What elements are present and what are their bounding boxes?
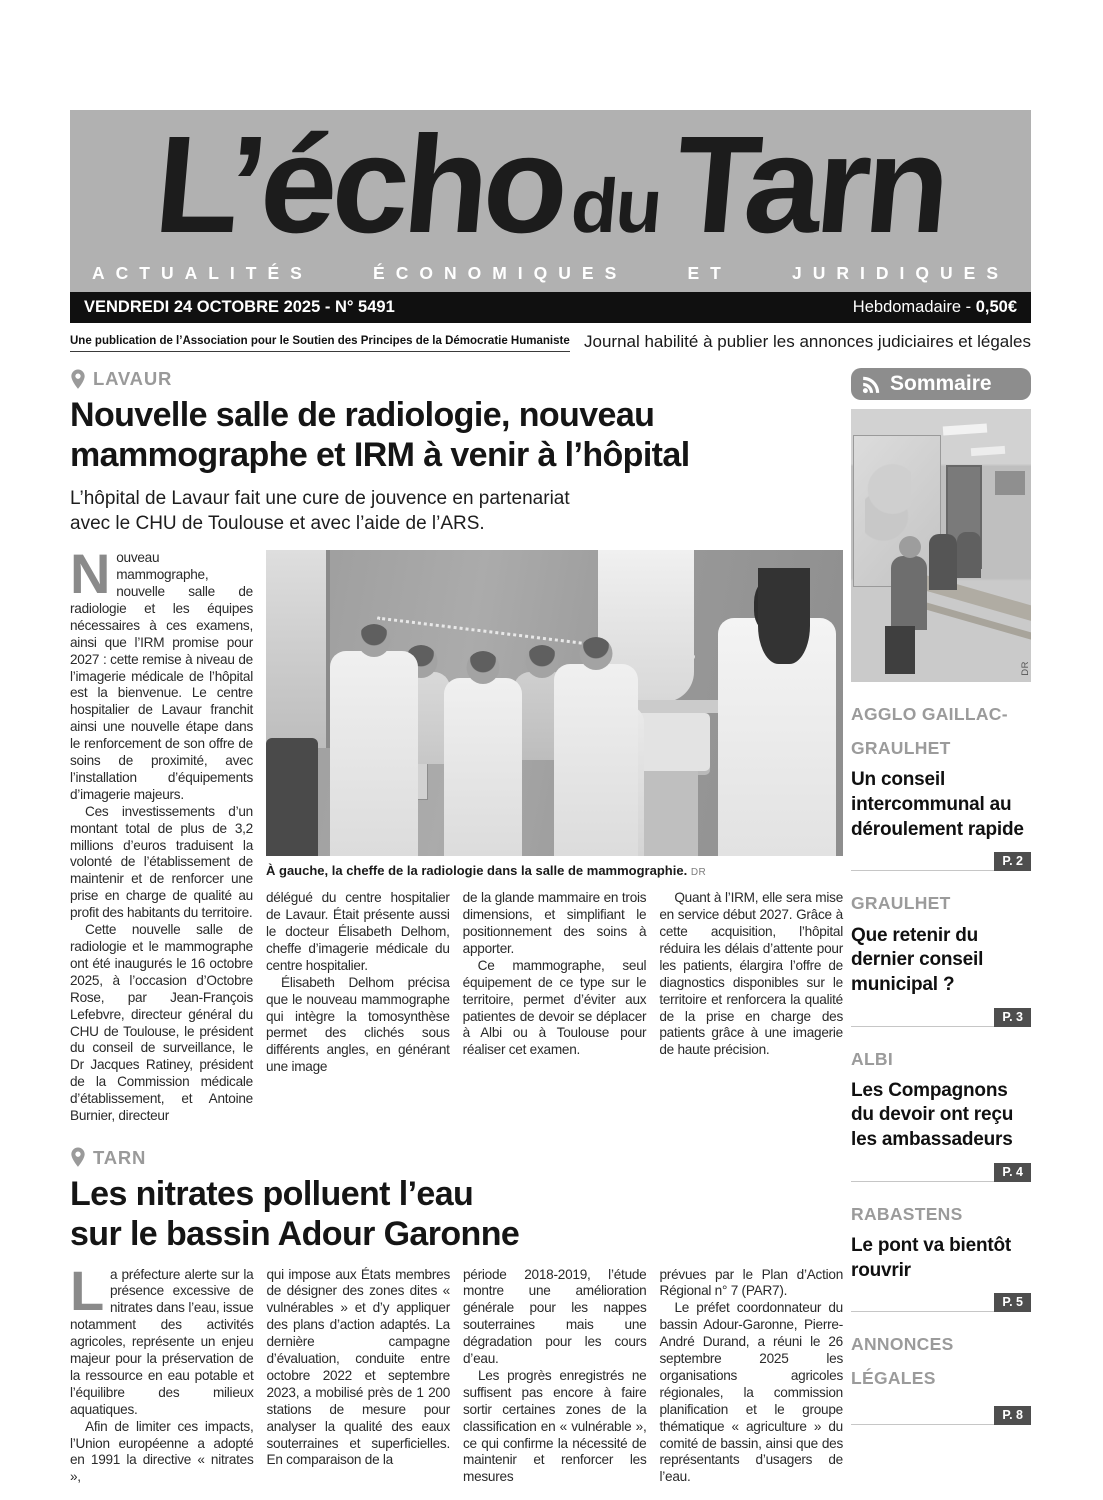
article1-paragraph: Ces investissements d’un montant total de plus de 3,2 millions d’euros traduisent la volonté de l’établissement de maintenir et de renforcer une prise en charge de qualité au profit des habitants du territoire. bbox=[70, 803, 253, 921]
sub-bar bbox=[70, 332, 1031, 352]
article1-paragraph: Quant à l’IRM, elle sera mise en service début 2027. Grâce à cette acquisition, l’hôpital réduira les délais d’attente pour les patients, élargira l’offre de diagnostics disponibles sur le territoire et renforcera la qualité de la prise en charge des patients grâce à une imagerie de haute précision. bbox=[659, 890, 843, 1058]
sommaire-header bbox=[851, 368, 1031, 400]
article1-columns-2-4 bbox=[266, 890, 843, 1076]
photo-shape bbox=[929, 534, 957, 590]
drop-cap: L bbox=[70, 1258, 104, 1322]
caption-text: À gauche, la cheffe de la radiologie dans la salle de mammographie. bbox=[266, 863, 688, 879]
legal-line: Journal habilité à publier les annonces judiciaires et légales bbox=[584, 332, 1031, 352]
article1-headline bbox=[70, 396, 843, 476]
page-badge: P. 2 bbox=[994, 852, 1031, 871]
periodicity: Hebdomadaire - bbox=[852, 298, 976, 317]
date-bar bbox=[70, 292, 1031, 323]
drop-cap: N bbox=[70, 542, 111, 606]
article1-standfirst-line2: avec le CHU de Toulouse et avec l’aide de l’ARS. bbox=[70, 512, 485, 534]
article1-standfirst bbox=[70, 486, 843, 537]
sommaire-item-location: AGGLO GAILLAC-GRAULHET bbox=[851, 704, 1008, 759]
article2-paragraph bbox=[70, 1258, 254, 1419]
divider-line bbox=[851, 1026, 994, 1027]
price-line bbox=[853, 298, 1017, 317]
paragraph-text: a préfecture alerte sur la présence excessive de nitrates dans l’eau, issue notamment des activités agricoles, représente un enjeu majeur pour la préservation de la ressource en eau potable et l’équilibre des milieux aquatiques. bbox=[70, 1266, 254, 1417]
sommaire-item-title: Les Compagnons du devoir ont reçu les ambassadeurs bbox=[851, 1079, 1014, 1151]
photo-shape bbox=[885, 626, 915, 674]
newspaper-title bbox=[80, 108, 1020, 262]
sommaire-title: Sommaire bbox=[890, 372, 992, 396]
photo-shape bbox=[444, 678, 522, 856]
article1-body bbox=[70, 542, 843, 1125]
photo-shape bbox=[554, 664, 638, 856]
article1-photo-caption bbox=[266, 863, 843, 878]
photo-shape bbox=[638, 771, 698, 856]
article-lavaur bbox=[70, 368, 843, 1125]
sommaire-item-title: Le pont va bientôt rouvrir bbox=[851, 1234, 1012, 1281]
article1-column-2 bbox=[266, 890, 450, 1076]
masthead-tagline: ACTUALITÉS ÉCONOMIQUES ET JURIDIQUES bbox=[92, 263, 1009, 284]
photo-shape bbox=[957, 532, 981, 578]
sommaire-page-row bbox=[851, 1406, 1031, 1425]
article2-body bbox=[70, 1258, 843, 1487]
sommaire-photo bbox=[851, 409, 1031, 682]
sommaire-item-title: Un conseil intercommunal au déroulement rapide bbox=[851, 769, 1024, 840]
page-content bbox=[70, 368, 1031, 1486]
paragraph-text: ouveau mammographe, nouvelle salle de radiologie et les équipes nécessaires à ces examens, ainsi que l’IRM promise pour 2027 : cette remise à niveau de l’imagerie médicale de l’hôpital est la bienvenue. Le centre hospitalier de Lavaur franchit ainsi une nouvelle étape dans le renforcement de son offre de soins de proximité, avec l’installation d’équipements d’imagerie majeurs. bbox=[70, 550, 253, 802]
article1-headline-line2: mammographe et IRM à venir à l’hôpital bbox=[70, 435, 690, 474]
page-badge: P. 8 bbox=[994, 1406, 1031, 1425]
article2-paragraph: Afin de limiter ces impacts, l’Union européenne a adopté en 1991 la directive « nitrates », bbox=[70, 1418, 254, 1485]
article1-column-4 bbox=[659, 890, 843, 1076]
photo-shape bbox=[943, 424, 988, 436]
divider-line bbox=[851, 870, 994, 871]
title-part-1: L’écho bbox=[149, 108, 571, 262]
divider-line bbox=[851, 1311, 994, 1312]
photo-shape bbox=[758, 568, 810, 664]
sommaire-item bbox=[851, 697, 1031, 871]
sommaire-item-location: GRAULHET bbox=[851, 893, 951, 914]
photo-shape bbox=[266, 550, 330, 748]
article1-standfirst-line1: L’hôpital de Lavaur fait une cure de jouvence en partenariat bbox=[70, 487, 570, 509]
article-tarn bbox=[70, 1147, 843, 1486]
article1-paragraph bbox=[70, 542, 253, 804]
photo-shape bbox=[891, 556, 927, 630]
photo-shape bbox=[330, 651, 418, 856]
photo-shape bbox=[971, 446, 1005, 456]
newspaper-front-page bbox=[70, 110, 1031, 1486]
photo-shape bbox=[995, 471, 1025, 495]
page-badge: P. 5 bbox=[994, 1293, 1031, 1312]
sommaire-page-row bbox=[851, 1293, 1031, 1312]
issue-date: VENDREDI 24 OCTOBRE 2025 - N° 5491 bbox=[84, 298, 395, 317]
sommaire-item bbox=[851, 1042, 1031, 1182]
title-part-2: du bbox=[567, 164, 664, 249]
article2-paragraph: qui impose aux États membres de désigner des zones dites « vulnérables » et d’y appliquer des plans d’action adaptés. La dernière campagne d’évaluation, conduite entre octobre 2022 et septembre 2023, a mobilisé près de 1 200 stations de mesure pour analyser la qualité des eaux souterraines et superficielles. En comparaison de la bbox=[266, 1266, 450, 1468]
title-part-3: Tarn bbox=[669, 108, 952, 262]
article2-headline-line1: Les nitrates polluent l’eau bbox=[70, 1174, 474, 1213]
article1-paragraph: Ce mammographe, seul équipement de ce type sur le territoire, permet d’éviter aux patientes de devoir se déplacer à Albi ou à Toulouse pour réaliser cet examen. bbox=[462, 957, 647, 1058]
sommaire-item-location: ALBI bbox=[851, 1048, 894, 1069]
article1-photo bbox=[266, 550, 843, 856]
article1-kicker bbox=[70, 368, 843, 390]
sommaire-list bbox=[851, 697, 1031, 1424]
photo-credit: DR bbox=[690, 867, 707, 879]
sommaire-sidebar bbox=[851, 368, 1031, 1486]
publisher-line: Une publication de l’Association pour le Soutien des Principes de la Démocratie Humaniste bbox=[70, 335, 570, 352]
article2-column-3 bbox=[463, 1267, 647, 1487]
sommaire-item-title: Que retenir du dernier conseil municipal ? bbox=[851, 924, 984, 995]
map-pin-icon bbox=[70, 369, 86, 390]
article2-column-4 bbox=[660, 1267, 844, 1487]
article2-paragraph: Les progrès enregistrés ne suffisent pas encore à faire sortir certaines zones de la classification en « vulnérable », ce qui confirme la nécessité de maintenir et renforcer les mesures bbox=[463, 1367, 647, 1485]
sommaire-item bbox=[851, 1197, 1031, 1313]
divider-line bbox=[851, 1424, 994, 1425]
page-badge: P. 4 bbox=[994, 1163, 1031, 1182]
photo-credit: DR bbox=[1020, 661, 1031, 677]
article2-headline bbox=[70, 1175, 843, 1255]
photo-shape bbox=[865, 453, 911, 543]
divider-line bbox=[851, 1181, 994, 1182]
sommaire-page-row bbox=[851, 852, 1031, 871]
sommaire-item-location: RABASTENS bbox=[851, 1203, 963, 1224]
article1-headline-line1: Nouvelle salle de radiologie, nouveau bbox=[70, 396, 655, 435]
article2-paragraph: prévues par le Plan d’Action Régional n° 7 (PAR7). bbox=[659, 1266, 843, 1299]
rss-icon bbox=[861, 374, 882, 395]
sommaire-item bbox=[851, 886, 1031, 1026]
article2-paragraph: Le préfet coordonnateur du bassin Adour-Garonne, Pierre-André Durand, a réuni le 26 septembre 2025 les organisations agricoles régionales, la commission planification et le groupe thématique « agriculture » du comité de bassin, ainsi que des représentants d’usagers de l’eau. bbox=[659, 1300, 843, 1485]
sommaire-item-location: ANNONCES LÉGALES bbox=[851, 1334, 954, 1389]
sommaire-page-row bbox=[851, 1008, 1031, 1027]
article2-kicker bbox=[70, 1147, 843, 1169]
photo-shape bbox=[266, 738, 318, 856]
sommaire-item bbox=[851, 1327, 1031, 1424]
article2-column-1 bbox=[70, 1258, 254, 1487]
main-column bbox=[70, 368, 843, 1486]
article1-paragraph: délégué du centre hospitalier de Lavaur. Était présente aussi le docteur Élisabeth Delhom, cheffe d’imagerie médicale du centre hospitalier. bbox=[266, 890, 450, 973]
article1-column-1 bbox=[70, 542, 253, 1125]
sommaire-page-row bbox=[851, 1163, 1031, 1182]
price: 0,50€ bbox=[975, 298, 1017, 317]
article1-location: LAVAUR bbox=[93, 368, 173, 390]
article1-paragraph: de la glande mammaire en trois dimensions, et simplifiant le positionnement des soins à apporter. bbox=[462, 890, 647, 956]
article1-paragraph: Cette nouvelle salle de radiologie et le mammographe ont été inaugurés le 16 octobre 2025, à l’occasion d’Octobre Rose, par Jean-François Lefebvre, directeur général du CHU de Toulouse, le président du conseil de surveillance, le Dr Jacques Ratiney, président de la Commission médicale d’établissement, et Antoine Burnier, directeur bbox=[70, 922, 253, 1124]
article2-location: TARN bbox=[93, 1146, 147, 1168]
page-badge: P. 3 bbox=[994, 1008, 1031, 1027]
article2-column-2 bbox=[267, 1267, 451, 1487]
article1-paragraph: Élisabeth Delhom précisa que le nouveau mammographe qui intègre la tomosynthèse permet des clichés sous différents angles, en générant une image bbox=[266, 974, 450, 1075]
map-pin-icon bbox=[70, 1147, 86, 1168]
article1-column-3 bbox=[463, 890, 647, 1076]
masthead bbox=[70, 110, 1031, 292]
article2-headline-line2: sur le bassin Adour Garonne bbox=[70, 1214, 520, 1253]
article1-right-area bbox=[266, 550, 843, 1125]
article2-paragraph: période 2018-2019, l’étude montre une amélioration générale pour les nappes souterraines mais une dégradation pour les cours d’eau. bbox=[463, 1266, 647, 1367]
